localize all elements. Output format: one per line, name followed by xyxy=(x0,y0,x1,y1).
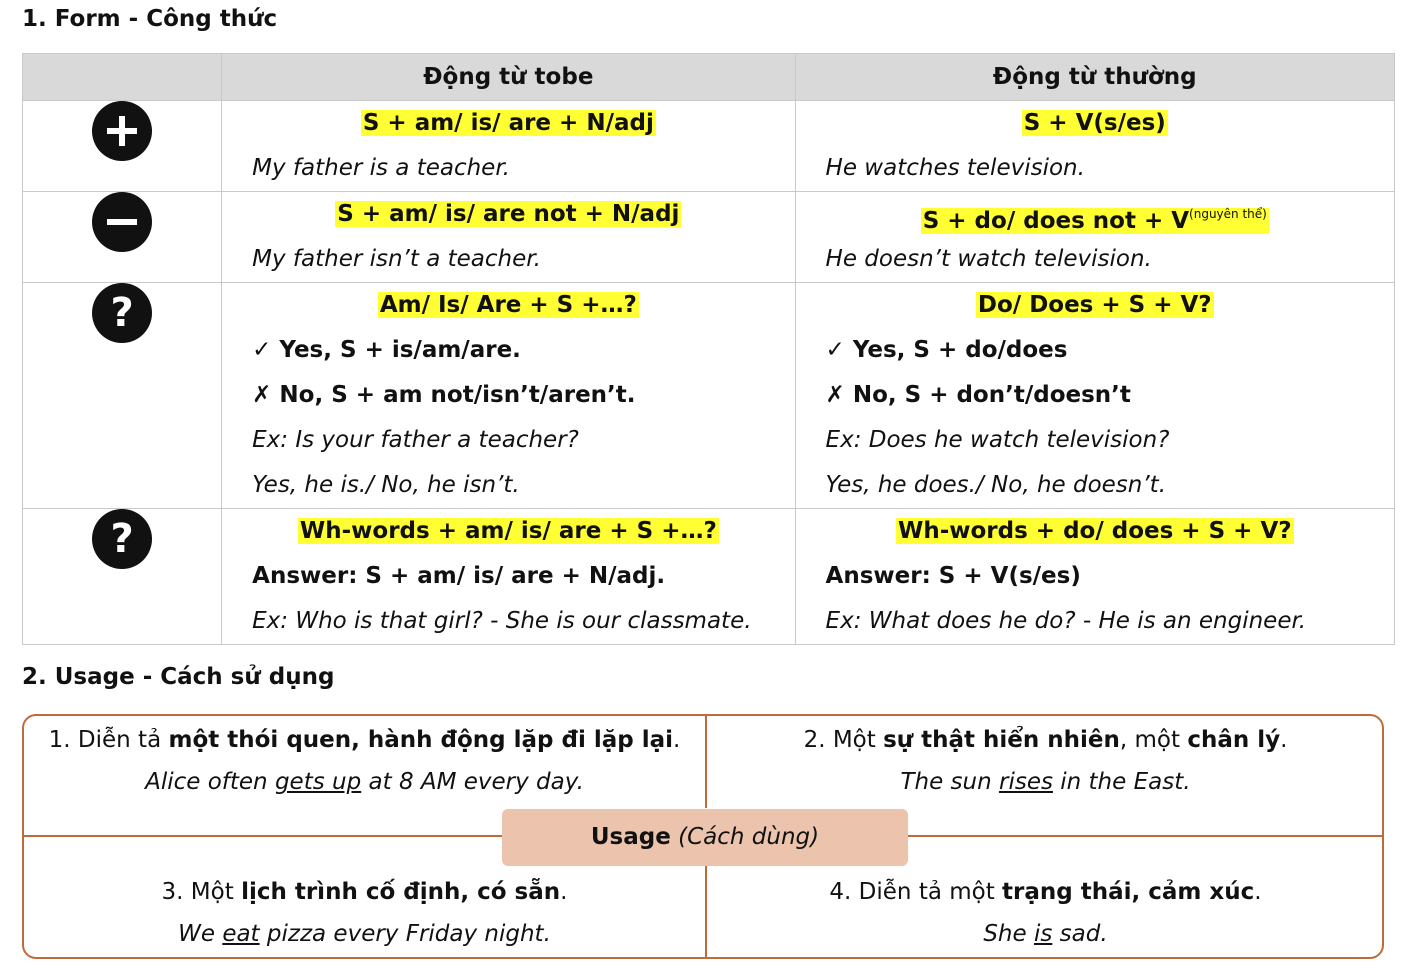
wh-question-circle-icon: ? xyxy=(92,509,152,569)
usage-box xyxy=(22,714,1384,959)
positive-icon-cell xyxy=(23,101,222,192)
header-empty xyxy=(23,54,222,101)
divider-horizontal-left xyxy=(24,835,502,837)
usage-center-label xyxy=(502,809,908,866)
wh-tobe-example: Ex: Who is that girl? - She is our classmate. xyxy=(252,608,752,634)
negative-normal-formula-text: S + do/ does not + V xyxy=(922,208,1190,234)
usage-1-pre: 1. Diễn tả xyxy=(48,727,169,753)
wh-normal-formula: Wh-words + do/ does + S + V? xyxy=(897,518,1292,544)
usage-2-ex-post: in the East. xyxy=(1052,769,1191,795)
question-tobe-formula: Am/ Is/ Are + S +…? xyxy=(379,292,637,318)
question-tobe-example: Ex: Is your father a teacher? xyxy=(252,427,579,453)
usage-center-italic: (Cách dùng) xyxy=(678,824,820,850)
positive-normal-formula: S + V(s/es) xyxy=(1023,110,1166,136)
usage-1-ex-post: at 8 AM every day. xyxy=(361,769,584,795)
usage-2-mid: , một xyxy=(1119,727,1188,753)
question-normal-example: Ex: Does he watch television? xyxy=(825,427,1170,453)
usage-3-bold: lịch trình cố định, có sẵn xyxy=(241,879,561,905)
usage-3-post: . xyxy=(560,879,568,905)
usage-3-ex-pre: We xyxy=(178,921,223,947)
wh-normal-cell xyxy=(795,509,1394,645)
negative-tobe-formula: S + am/ is/ are not + N/adj xyxy=(337,201,680,227)
section-title-usage: 2. Usage - Cách sử dụng xyxy=(22,664,335,690)
minus-circle-icon xyxy=(92,192,152,252)
usage-1-bold: một thói quen, hành động lặp đi lặp lại xyxy=(168,727,674,753)
usage-4-bold: trạng thái, cảm xúc xyxy=(1002,879,1255,905)
table-header-row xyxy=(23,54,1395,101)
question-tobe-no: ✗ No, S + am not/isn’t/aren’t. xyxy=(252,382,636,408)
table-row-negative xyxy=(23,192,1395,283)
usage-4-ex-pre: She xyxy=(983,921,1034,947)
usage-2-ex-pre: The sun xyxy=(900,769,999,795)
usage-item-2 xyxy=(705,719,1386,803)
question-normal-no: ✗ No, S + don’t/doesn’t xyxy=(825,382,1131,408)
question-circle-icon: ? xyxy=(92,283,152,343)
negative-normal-example: He doesn’t watch television. xyxy=(825,246,1152,272)
divider-horizontal-right xyxy=(908,835,1384,837)
section-title-form: 1. Form - Công thức xyxy=(22,6,278,32)
table-row-wh xyxy=(23,509,1395,645)
usage-2-post: . xyxy=(1280,727,1288,753)
table-row-positive xyxy=(23,101,1395,192)
usage-2-ex-verb: rises xyxy=(998,769,1053,795)
positive-normal-cell xyxy=(795,101,1394,192)
form-table xyxy=(22,53,1395,645)
usage-3-ex-post: pizza every Friday night. xyxy=(259,921,551,947)
header-tobe: Động từ tobe xyxy=(222,54,795,101)
wh-normal-example: Ex: What does he do? - He is an engineer. xyxy=(825,608,1307,634)
negative-normal-formula-sup: (nguyên thể) xyxy=(1189,207,1267,221)
wh-tobe-answer: Answer: S + am/ is/ are + N/adj. xyxy=(252,563,666,589)
usage-2-pre: 2. Một xyxy=(803,727,884,753)
usage-item-3 xyxy=(24,871,705,955)
usage-3-pre: 3. Một xyxy=(161,879,242,905)
usage-4-ex-post: sad. xyxy=(1052,921,1108,947)
plus-circle-icon xyxy=(92,101,152,161)
usage-3-ex-verb: eat xyxy=(222,921,260,947)
wh-icon-cell xyxy=(23,509,222,645)
question-tobe-answer: Yes, he is./ No, he isn’t. xyxy=(252,472,520,498)
question-tobe-cell xyxy=(222,283,795,509)
usage-item-4 xyxy=(705,871,1386,955)
question-normal-answer: Yes, he does./ No, he doesn’t. xyxy=(825,472,1166,498)
question-normal-formula: Do/ Does + S + V? xyxy=(977,292,1212,318)
question-normal-cell xyxy=(795,283,1394,509)
usage-4-ex-verb: is xyxy=(1033,921,1053,947)
table-row-question xyxy=(23,283,1395,509)
positive-tobe-example: My father is a teacher. xyxy=(252,155,510,181)
question-normal-yes: ✓ Yes, S + do/does xyxy=(825,337,1068,363)
usage-1-ex-pre: Alice often xyxy=(145,769,275,795)
positive-normal-example: He watches television. xyxy=(825,155,1085,181)
wh-tobe-cell xyxy=(222,509,795,645)
negative-icon-cell xyxy=(23,192,222,283)
negative-normal-cell xyxy=(795,192,1394,283)
wh-normal-answer: Answer: S + V(s/es) xyxy=(825,563,1081,589)
question-icon-cell xyxy=(23,283,222,509)
negative-normal-formula xyxy=(921,208,1269,234)
usage-item-1 xyxy=(24,719,705,803)
usage-1-ex-verb: gets up xyxy=(274,769,362,795)
negative-tobe-cell xyxy=(222,192,795,283)
positive-tobe-cell xyxy=(222,101,795,192)
usage-2-bold2: chân lý xyxy=(1187,727,1281,753)
usage-4-post: . xyxy=(1254,879,1262,905)
wh-tobe-formula: Wh-words + am/ is/ are + S +…? xyxy=(299,518,717,544)
question-tobe-yes: ✓ Yes, S + is/am/are. xyxy=(252,337,521,363)
usage-2-bold: sự thật hiển nhiên xyxy=(883,727,1120,753)
usage-1-post: . xyxy=(673,727,681,753)
header-normal: Động từ thường xyxy=(795,54,1394,101)
positive-tobe-formula: S + am/ is/ are + N/adj xyxy=(362,110,654,136)
usage-4-pre: 4. Diễn tả một xyxy=(829,879,1003,905)
negative-tobe-example: My father isn’t a teacher. xyxy=(252,246,541,272)
usage-center-bold: Usage xyxy=(590,824,671,850)
